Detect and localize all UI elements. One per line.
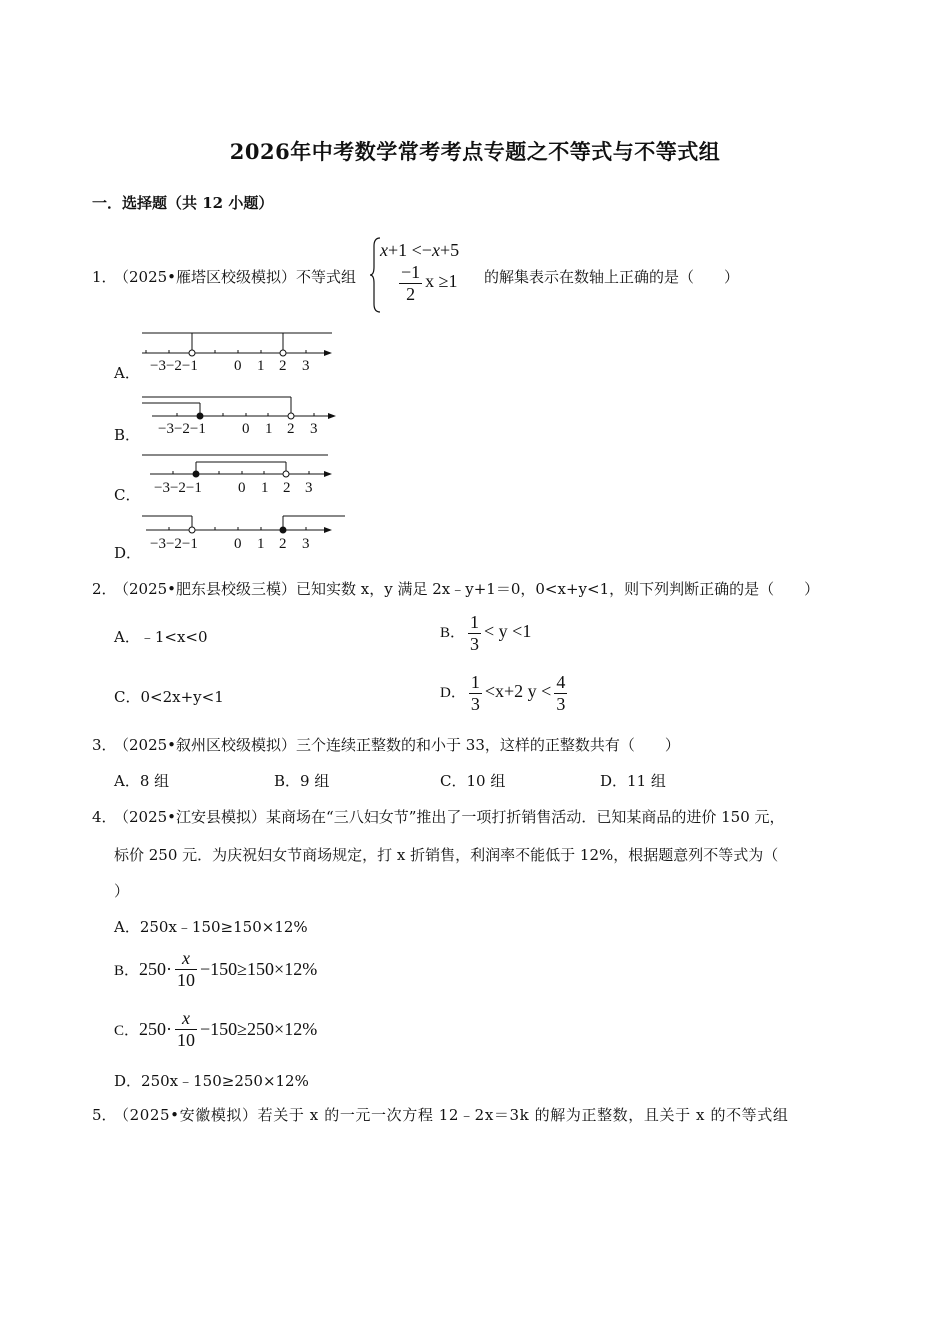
q4-c-pre: 250·	[139, 1019, 173, 1039]
q4-line-2: 标价 250 元．为庆祝妇女节商场规定，打 x 折销售，利润率不能低于 12%，根据题意列不等式为（	[114, 846, 779, 864]
q1-option-d-label[interactable]: D．	[114, 544, 142, 562]
q1-number: 1．	[92, 268, 117, 286]
q2-d-frac2-den: 3	[556, 694, 566, 714]
q3-option-d[interactable]: D．11 组	[600, 772, 666, 790]
svg-text:1: 1	[257, 536, 265, 552]
svg-text:1: 1	[261, 480, 269, 496]
svg-text:2: 2	[279, 536, 287, 552]
section-heading: 一．选择题（共 12 小题）	[92, 194, 274, 212]
q3-text: （2025•叙州区校级模拟）三个连续正整数的和小于 33，这样的正整数共有（ ）	[114, 736, 680, 754]
q2-b-frac-num: 1	[470, 612, 480, 632]
svg-text:−3−2−1: −3−2−1	[154, 480, 202, 496]
q1-option-c-label[interactable]: C．	[114, 486, 141, 504]
q4-b-frac-den: 10	[177, 970, 196, 990]
q2-b-rest: < y <1	[484, 620, 532, 641]
q4-line-3: ）	[114, 882, 130, 900]
q4-option-c-label: C．	[114, 1023, 140, 1039]
q3-option-c[interactable]: C．10 组	[440, 772, 506, 790]
q1-source: （2025•雁塔区校级模拟）不等式组	[114, 268, 357, 286]
q4-number: 4．	[92, 808, 117, 826]
q4-option-c[interactable]	[114, 1008, 317, 1051]
q4-option-b[interactable]	[114, 948, 317, 991]
q2-option-a[interactable]: A．﹣1<x<0	[114, 628, 208, 646]
svg-text:3: 3	[302, 358, 310, 374]
svg-text:0: 0	[234, 536, 242, 552]
q1-option-a-label[interactable]: A．	[114, 364, 140, 382]
q5-text: （2025•安徽模拟）若关于 x 的一元一次方程 12﹣2x＝3k 的解为正整数，且关于 x 的不等式组	[114, 1106, 789, 1124]
svg-text:3: 3	[305, 480, 313, 496]
q1-ineq2-rest: x ≥1	[425, 271, 458, 292]
q4-b-post: −150≥150×12%	[200, 959, 318, 979]
svg-text:2: 2	[283, 480, 291, 496]
q2-option-b-label: B．	[440, 624, 466, 641]
q1-frac-num: −1	[401, 262, 421, 282]
q2-option-d[interactable]	[440, 672, 570, 715]
q1-inequality-2	[396, 262, 458, 305]
q4-b-frac-num: x	[175, 948, 197, 970]
q1-frac-den: 2	[406, 284, 416, 304]
svg-text:0: 0	[242, 421, 250, 437]
q4-c-frac-den: 10	[177, 1030, 196, 1050]
q2-b-frac-den: 3	[470, 634, 480, 654]
q4-option-d[interactable]: D．250x﹣150≥250×12%	[114, 1072, 309, 1090]
q5-number: 5．	[92, 1106, 117, 1124]
svg-text:−3−2−1: −3−2−1	[150, 358, 198, 374]
svg-text:−3−2−1: −3−2−1	[150, 536, 198, 552]
page-title: 2026年中考数学常考考点专题之不等式与不等式组	[229, 139, 721, 164]
q3-number: 3．	[92, 736, 117, 754]
q1-option-b-numberline[interactable]	[140, 392, 340, 442]
q1-option-d-numberline[interactable]	[140, 508, 350, 558]
q4-option-b-label: B．	[114, 963, 140, 979]
q4-c-frac-num: x	[175, 1008, 197, 1030]
svg-text:0: 0	[238, 480, 246, 496]
q1-option-c-numberline[interactable]	[140, 452, 340, 502]
q2-option-c[interactable]: C．0<2x+y<1	[114, 688, 224, 706]
q1-question-suffix: 的解集表示在数轴上正确的是（ ）	[484, 268, 740, 286]
q2-number: 2．	[92, 580, 117, 598]
svg-text:0: 0	[234, 358, 242, 374]
q2-text: （2025•肥东县校级三模）已知实数 x，y 满足 2x﹣y+1＝0，0<x+y<1，则下列判断正确的是（ ）	[114, 580, 820, 598]
q3-option-a[interactable]: A．8 组	[114, 772, 170, 790]
svg-text:1: 1	[265, 421, 273, 437]
q1-option-a-numberline[interactable]	[140, 330, 340, 380]
q4-b-pre: 250·	[139, 959, 173, 979]
svg-text:2: 2	[279, 358, 287, 374]
q4-option-a[interactable]: A．250x﹣150≥150×12%	[114, 918, 308, 936]
q2-option-b[interactable]	[440, 612, 531, 655]
q4-line-1: （2025•江安县模拟）某商场在“三八妇女节”推出了一项打折销售活动．已知某商品的进价 150 元，	[114, 808, 785, 826]
svg-text:3: 3	[310, 421, 318, 437]
svg-text:1: 1	[257, 358, 265, 374]
q2-d-mid: <x+2 y <	[484, 680, 552, 701]
q1-option-b-label[interactable]: B．	[114, 426, 141, 444]
q2-d-frac1-num: 1	[470, 672, 480, 692]
q2-option-d-label: D．	[440, 684, 466, 701]
q2-d-frac1-den: 3	[470, 694, 480, 714]
q3-option-b[interactable]: B．9 组	[274, 772, 330, 790]
q4-c-post: −150≥250×12%	[200, 1019, 318, 1039]
svg-text:−3−2−1: −3−2−1	[158, 421, 206, 437]
svg-text:2: 2	[287, 421, 295, 437]
q2-d-frac2-num: 4	[556, 672, 566, 692]
svg-text:3: 3	[302, 536, 310, 552]
q1-inequality-1: x+1 <−x+5	[380, 240, 460, 260]
